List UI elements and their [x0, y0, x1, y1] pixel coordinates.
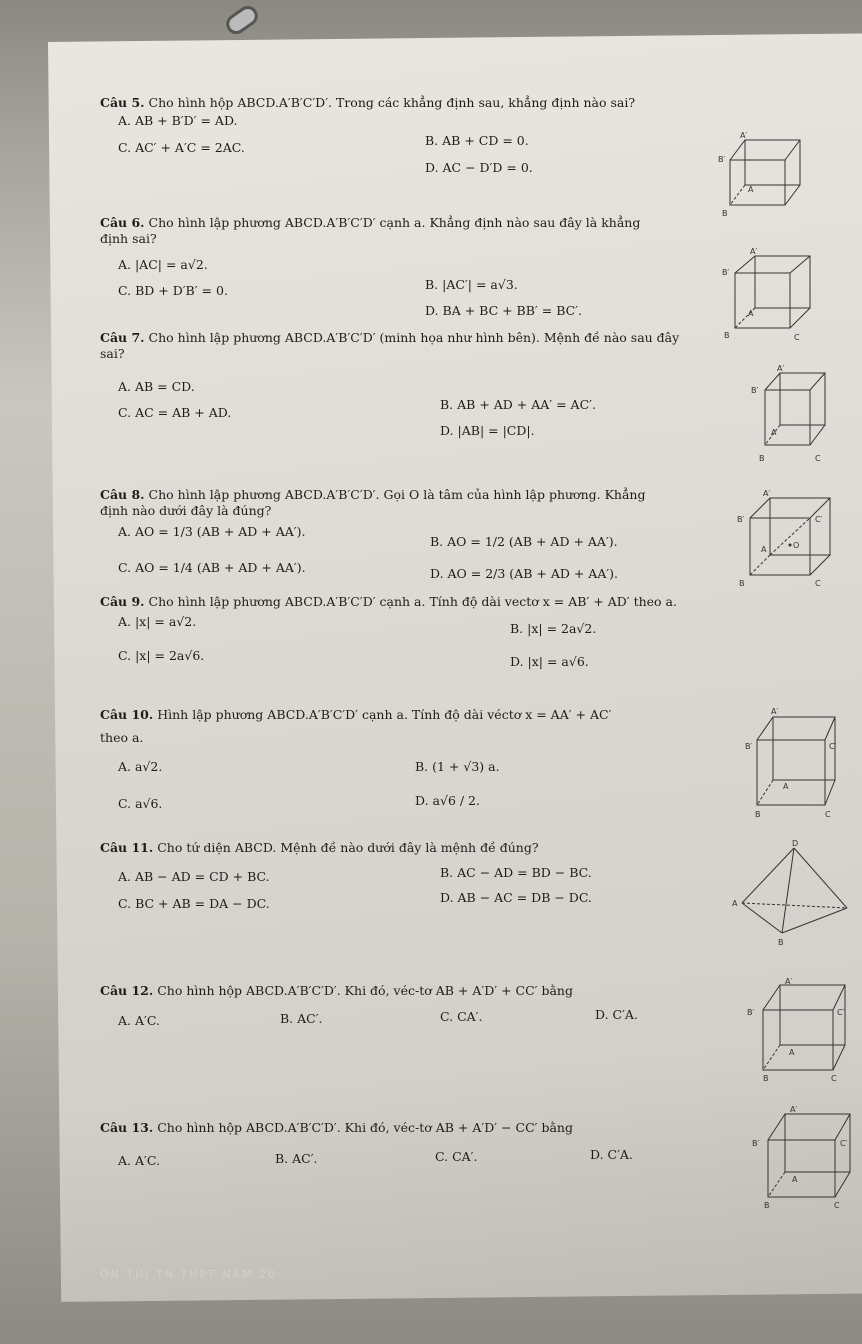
q11-label-a: A [732, 899, 738, 908]
q8-text: Cho hình lập phương ABCD.A′B′C′D′. Gọi O là tâm của hình lập phương. Khẳng [148, 487, 646, 502]
q11-text: Cho tứ diện ABCD. Mệnh đề nào dưới đây là mệnh đề đúng? [157, 840, 539, 855]
question-6 [100, 215, 640, 231]
q8-label: Câu 8. [100, 487, 145, 502]
question-10 [100, 707, 611, 723]
q5-option-b[interactable]: B. AB + CD = 0. [425, 133, 529, 148]
q8-label-a: A [761, 545, 767, 554]
q13-text: Cho hình hộp ABCD.A′B′C′D′. Khi đó, véc-tơ AB + A′D′ − CC′ bằng [157, 1120, 573, 1135]
q8-option-a[interactable]: A. AO = 1/3 (AB + AD + AA′). [118, 524, 306, 539]
q5-option-c[interactable]: C. AC′ + A′C = 2AC. [118, 140, 245, 155]
q5-label-b1: B′ [718, 155, 726, 164]
q13-option-b[interactable]: B. AC′. [275, 1151, 318, 1166]
q7-option-a[interactable]: A. AB = CD. [118, 379, 195, 394]
q5-option-a[interactable]: A. AB + B′D′ = AD. [118, 113, 238, 128]
question-8 [100, 487, 645, 503]
q12-cube-figure [745, 975, 855, 1089]
q8-label-c: C [815, 579, 821, 588]
question-11 [100, 840, 539, 856]
q10-label-b1: B′ [745, 742, 753, 751]
q8-option-c[interactable]: C. AO = 1/4 (AB + AD + AA′). [118, 560, 306, 575]
q12-label: Câu 12. [100, 983, 154, 998]
q10-option-a[interactable]: A. a√2. [118, 759, 163, 774]
question-13 [100, 1120, 573, 1136]
q10-cube-figure [745, 705, 845, 824]
q6-option-a[interactable]: A. |AC| = a√2. [118, 257, 208, 272]
footer-watermark: ÔN THI TN THPT NĂM 20 [100, 1268, 278, 1281]
q7-label-b: B [759, 454, 765, 463]
q12-label-b1: B′ [747, 1008, 755, 1017]
q11-label-b: B [778, 938, 784, 947]
q13-label-a1: A′ [790, 1105, 798, 1114]
q11-option-a[interactable]: A. AB − AD = CD + BC. [118, 869, 270, 884]
q12-text: Cho hình hộp ABCD.A′B′C′D′. Khi đó, véc-tơ AB + A′D′ + CC′ bằng [157, 983, 573, 998]
q13-label-c: C [834, 1201, 840, 1210]
q8-option-b[interactable]: B. AO = 1/2 (AB + AD + AA′). [430, 534, 618, 549]
q6-label: Câu 6. [100, 215, 145, 230]
q7-label-b1: B′ [751, 386, 759, 395]
q7-text-2: sai? [100, 346, 125, 361]
question-12 [100, 983, 573, 999]
q5-option-d[interactable]: D. AC − D′D = 0. [425, 160, 533, 175]
q5-label-a: A [748, 185, 754, 194]
q12-option-d[interactable]: D. C′A. [595, 1007, 638, 1022]
q7-label: Câu 7. [100, 330, 145, 345]
q10-option-d[interactable]: D. a√6 / 2. [415, 793, 480, 808]
q5-label-b: B [722, 209, 728, 218]
question-9 [100, 594, 677, 610]
q8-label-c1: C′ [815, 515, 823, 524]
q11-label: Câu 11. [100, 840, 154, 855]
q5-box-figure [700, 130, 810, 224]
q13-label-b1: B′ [752, 1139, 760, 1148]
q10-label-c1: C′ [829, 742, 837, 751]
q7-text: Cho hình lập phương ABCD.A′B′C′D′ (minh họa như hình bên). Mệnh đề nào sau đây [148, 330, 680, 345]
q8-option-d[interactable]: D. AO = 2/3 (AB + AD + AA′). [430, 566, 619, 581]
q8-cube-figure [735, 490, 845, 594]
q7-option-d[interactable]: D. |AB| = |CD|. [440, 423, 535, 438]
q10-label-b: B [755, 810, 761, 819]
q10-option-b[interactable]: B. (1 + √3) a. [415, 759, 500, 774]
q6-label-b: B [724, 331, 730, 340]
q11-option-d[interactable]: D. AB − AC = DB − DC. [440, 890, 592, 905]
q6-label-a: A [748, 309, 754, 318]
q8-label-b1: B′ [737, 515, 745, 524]
q13-option-c[interactable]: C. CA′. [435, 1149, 478, 1164]
q10-option-c[interactable]: C. a√6. [118, 796, 163, 811]
q12-label-a: A [789, 1048, 795, 1057]
q12-option-c[interactable]: C. CA′. [440, 1009, 483, 1024]
q12-label-c1: C′ [837, 1008, 845, 1017]
q9-label: Câu 9. [100, 594, 145, 609]
q5-label-a1: A′ [740, 131, 748, 140]
q6-text-2: định sai? [100, 231, 157, 246]
q9-option-c[interactable]: C. |x| = 2a√6. [118, 648, 205, 663]
q9-option-d[interactable]: D. |x| = a√6. [510, 654, 589, 669]
q8-text-2: định nào dưới đây là đúng? [100, 503, 272, 518]
q7-option-c[interactable]: C. AC = AB + AD. [118, 405, 232, 420]
q12-label-b: B [763, 1074, 769, 1083]
question-7 [100, 330, 679, 346]
q13-option-d[interactable]: D. C′A. [590, 1147, 633, 1162]
q6-option-b[interactable]: B. |AC′| = a√3. [425, 277, 518, 292]
q11-label-d: D [792, 839, 799, 848]
q7-label-a1: A′ [777, 365, 785, 373]
question-5 [100, 95, 635, 111]
q9-option-b[interactable]: B. |x| = 2a√2. [510, 621, 597, 636]
q5-label: Câu 5. [100, 95, 145, 110]
q7-option-b[interactable]: B. AB + AD + AA′ = AC′. [440, 397, 596, 412]
q11-option-c[interactable]: C. BC + AB = DA − DC. [118, 896, 270, 911]
q13-label-c1: C′ [840, 1139, 848, 1148]
q12-label-a1: A′ [785, 977, 793, 986]
q12-option-b[interactable]: B. AC′. [280, 1011, 323, 1026]
q7-cube-figure [745, 365, 835, 474]
q8-label-o: O [793, 541, 800, 550]
q13-label-b: B [764, 1201, 770, 1210]
q9-text: Cho hình lập phương ABCD.A′B′C′D′ cạnh a. Tính độ dài vectơ x = AB′ + AD′ theo a. [148, 594, 677, 609]
q6-option-d[interactable]: D. BA + BC + BB′ = BC′. [425, 303, 582, 318]
q13-option-a[interactable]: A. A′C. [118, 1153, 160, 1168]
q6-label-a1: A′ [750, 248, 758, 256]
q6-cube-figure [710, 248, 820, 352]
q7-label-c: C [815, 454, 821, 463]
q12-label-c: C [831, 1074, 837, 1083]
q10-label-c: C [825, 810, 831, 819]
q13-cube-figure [750, 1102, 860, 1216]
q11-tetrahedron-figure [732, 838, 857, 952]
q6-label-c: C [794, 333, 800, 342]
q6-text: Cho hình lập phương ABCD.A′B′C′D′ cạnh a. Khẳng định nào sau đây là khẳng [148, 215, 641, 230]
q6-label-b1: B′ [722, 268, 730, 277]
q13-label-a: A [792, 1175, 798, 1184]
q13-label: Câu 13. [100, 1120, 154, 1135]
q5-text: Cho hình hộp ABCD.A′B′C′D′. Trong các khẳng định sau, khẳng định nào sai? [148, 95, 636, 110]
q6-option-c[interactable]: C. BD + D′B′ = 0. [118, 283, 228, 298]
q7-label-a: A [771, 428, 777, 437]
q11-option-b[interactable]: B. AC − AD = BD − BC. [440, 865, 592, 880]
q10-label-a1: A′ [771, 707, 779, 716]
q8-label-b: B [739, 579, 745, 588]
q8-label-a1: A′ [763, 490, 771, 498]
q9-option-a[interactable]: A. |x| = a√2. [118, 614, 197, 629]
q12-option-a[interactable]: A. A′C. [118, 1013, 160, 1028]
q10-text-2: theo a. [100, 730, 144, 745]
q10-label: Câu 10. [100, 707, 154, 722]
q10-text: Hình lập phương ABCD.A′B′C′D′ cạnh a. Tính độ dài véctơ x = AA′ + AC′ [157, 707, 612, 722]
q10-label-a: A [783, 782, 789, 791]
